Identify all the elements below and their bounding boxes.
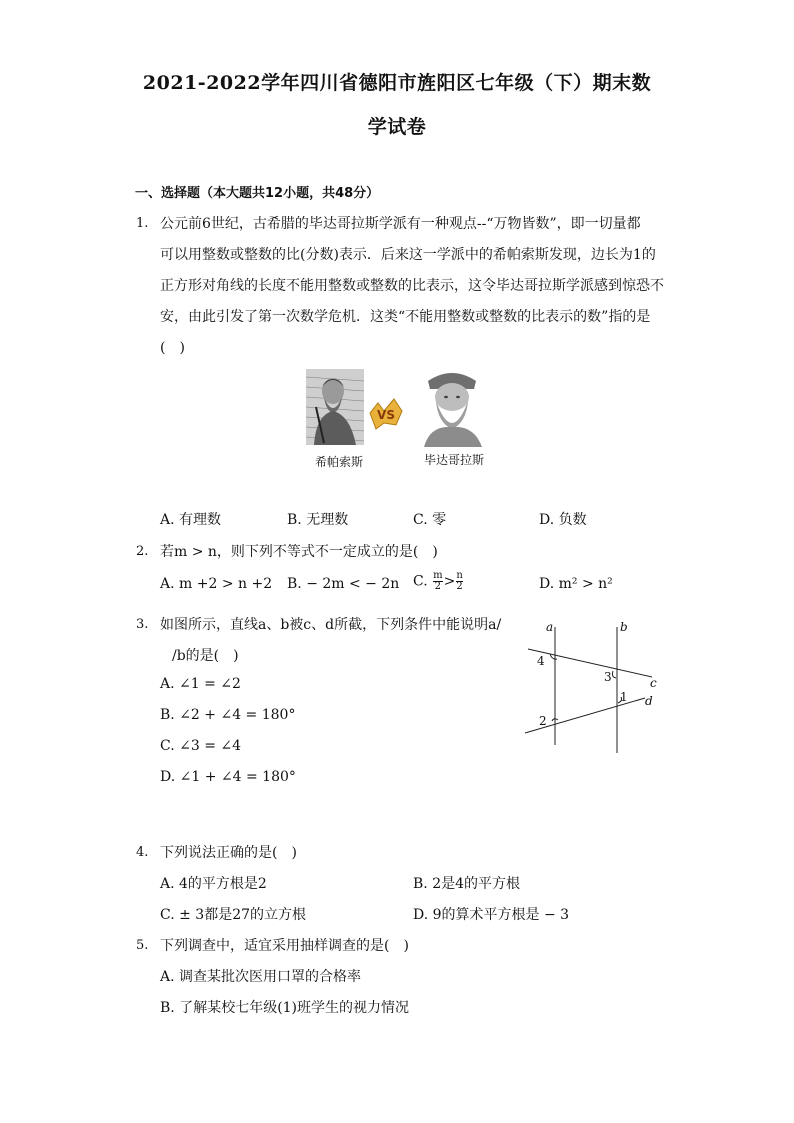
q1-line-3: 正方形对角线的长度不能用整数或整数的比表示，这令毕达哥拉斯学派感到惊恐不 [160, 278, 664, 294]
q1-line-2: 可以用整数或整数的比(分数)表示．后来这一学派中的希帕索斯发现，边长为1的 [160, 247, 656, 263]
label-2: 2 [539, 714, 547, 728]
label-4: 4 [537, 654, 545, 668]
section-header: 一、选择题（本大题共12小题，共48分） [135, 186, 380, 201]
q5-number: 5. [136, 938, 149, 953]
fraction-n-over-2: $\frac{n}{2}$ [456, 570, 463, 592]
q4-option-a[interactable]: A. 4的平方根是2 [160, 876, 267, 892]
q3-option-c[interactable]: C. ∠3 = ∠4 [160, 738, 242, 754]
q2-option-d[interactable]: D. m² > n² [539, 576, 613, 592]
q1-line-5: ( ) [160, 340, 185, 356]
parallel-lines-diagram [520, 615, 665, 755]
label-b: b [620, 620, 628, 634]
q4-number: 4. [136, 845, 149, 860]
angle-arc-3 [612, 671, 616, 678]
q3-option-a[interactable]: A. ∠1 = ∠2 [160, 676, 241, 692]
q2-stem: 若m > n，则下列不等式不一定成立的是( ) [160, 544, 438, 560]
q2-option-c[interactable] [413, 571, 464, 592]
greater-than-sign: > [443, 573, 456, 590]
q5-stem: 下列调查中，适宜采用抽样调查的是( ) [160, 938, 409, 954]
label-d: d [645, 694, 653, 708]
q3-stem-line-2: /b的是( ) [172, 648, 239, 664]
q2-option-c-label: C. [413, 573, 428, 590]
label-a: a [546, 620, 554, 634]
q2-number: 2. [136, 544, 149, 559]
q1-number: 1. [136, 216, 149, 231]
q2-option-b[interactable]: B. − 2m < − 2n [287, 576, 400, 592]
q3-figure [520, 615, 665, 755]
q4-option-c[interactable]: C. ± 3都是27的立方根 [160, 907, 307, 923]
label-1: 1 [620, 690, 628, 704]
page-title: 2021-2022学年四川省德阳市旌阳区七年级（下）期末数 [142, 72, 652, 94]
q3-stem-line-1: 如图所示，直线a、b被c、d所截，下列条件中能说明a/ [160, 617, 502, 633]
q5-option-b[interactable]: B. 了解某校七年级(1)班学生的视力情况 [160, 1000, 410, 1016]
q1-option-c[interactable]: C. 零 [413, 512, 447, 528]
label-c: c [650, 676, 657, 690]
page-title-line2: 学试卷 [367, 116, 427, 138]
vs-text: VS [377, 408, 395, 422]
q1-line-4: 安，由此引发了第一次数学危机．这类“不能用整数或整数的比表示的数”指的是 [160, 309, 651, 325]
q1-line-1: 公元前6世纪，古希腊的毕达哥拉斯学派有一种观点--“万物皆数”，即一切量都 [160, 216, 641, 232]
q2-option-a[interactable]: A. m +2 > n +2 [160, 576, 273, 592]
q4-option-d[interactable]: D. 9的算术平方根是 − 3 [413, 907, 570, 923]
q3-option-d[interactable]: D. ∠1 + ∠4 = 180° [160, 769, 296, 785]
q1-option-b[interactable]: B. 无理数 [287, 512, 349, 528]
q4-stem: 下列说法正确的是( ) [160, 845, 297, 861]
portraits-image [306, 367, 496, 447]
q3-option-b[interactable]: B. ∠2 + ∠4 = 180° [160, 707, 296, 723]
q3-number: 3. [136, 617, 149, 632]
q4-option-b[interactable]: B. 2是4的平方根 [413, 876, 521, 892]
line-c [528, 649, 652, 677]
fraction-m-over-2: $\frac{m}{2}$ [433, 570, 443, 592]
caption-pythagoras: 毕达哥拉斯 [424, 453, 485, 467]
label-3: 3 [604, 670, 612, 684]
q5-option-a[interactable]: A. 调查某批次医用口罩的合格率 [160, 969, 362, 985]
caption-hippasus: 希帕索斯 [315, 455, 364, 469]
q1-figure [306, 367, 496, 447]
q1-option-d[interactable]: D. 负数 [539, 512, 587, 528]
q1-option-a[interactable]: A. 有理数 [160, 512, 222, 528]
